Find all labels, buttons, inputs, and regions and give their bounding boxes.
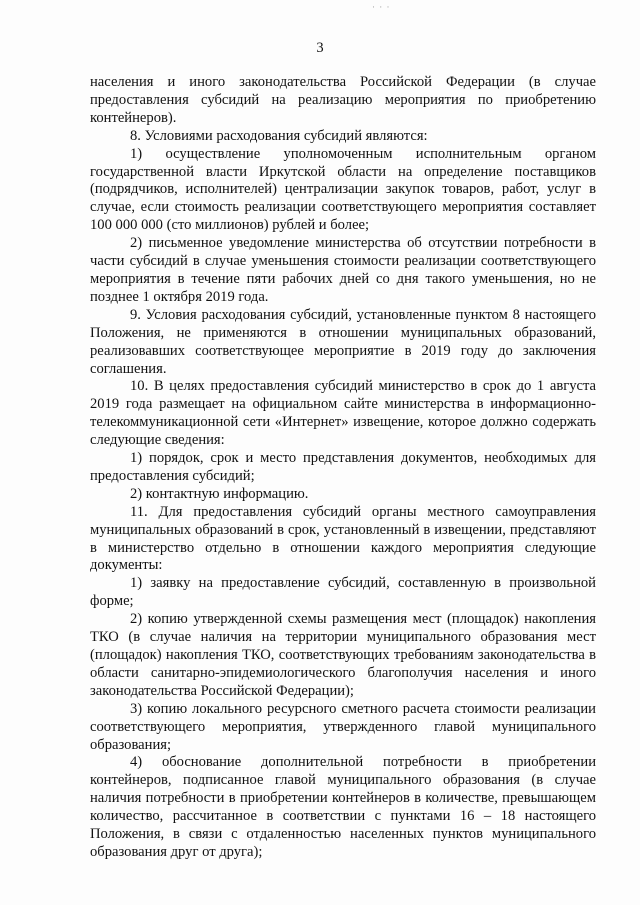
paragraph-item-8-2: 2) письменное уведомление министерства об отсутствии потребности в части субсидий в случае уменьшения стоимости реализации соответствующего мероприятия в течение пяти рабочих дней со дня такого уменьшения, но не позднее 1 октября 2019 года. (90, 235, 596, 305)
paragraph-item-8-1: 1) осуществление уполномоченным исполнительным органом государственной власти Иркутской области на определение поставщиков (подрядчиков, исполнителей) централизации закупок товаров, работ, услуг в случае, если стоимость реализации соответствующего мероприятия составляет 100 000 000 (сто миллионов) рублей и более; (90, 145, 596, 234)
paragraph-item-10-2: 2) контактную информацию. (130, 485, 309, 502)
paragraph-item-9: 9. Условия расходования субсидий, установленные пунктом 8 настоящего Положения, не применяются в отношении муниципальных образований, реализовавших соответствующее мероприятие в 2019 году до заключения соглашения. (90, 306, 596, 377)
paragraph-item-10-1: 1) порядок, срок и место представления документов, необходимых для предоставления субсидий; (90, 450, 596, 484)
paragraph-item-10: 10. В целях предоставления субсидий министерство в срок до 1 августа 2019 года размещает на официальном сайте министерства в информационно-телекоммуникационной сети «Интернет» извещение, которое должно содержать следующие сведения: (90, 378, 596, 449)
page-number: 3 (316, 40, 324, 56)
paragraph-item-11-3: 3) копию локального ресурсного сметного расчета стоимости реализации соответствующего мероприятия, утвержденного главой муниципального образования; (90, 700, 596, 753)
paragraph-item-8: 8. Условиями расходования субсидий являются: (130, 127, 428, 144)
document-body (90, 74, 596, 862)
paragraph-item-11: 11. Для предоставления субсидий органы местного самоуправления муниципальных образований в срок, установленный в извещении, представляют в министерство отдельно в отношении каждого мероприятия следующие документы: (90, 503, 596, 574)
scan-mark: · · · (372, 2, 391, 12)
paragraph-item-11-2: 2) копию утвержденной схемы размещения мест (площадок) накопления ТКО (в случае наличия на территории муниципального образования мест (площадок) накопления ТКО, соответствующих требованиям законодательства в области санитарно-эпидемиологического благополучия населения и иного законодательства Российской Федерации); (90, 611, 596, 699)
paragraph-item-11-4: 4) обоснование дополнительной потребности в приобретении контейнеров, подписанное главой муниципального образования (в случае наличия потребности в приобретении контейнеров в количестве, превышающем количество, рассчитанное в соответствии с пунктами 16 – 18 настоящего Положения, в связи с отдаленностью населенных пунктов муниципального образования друг от друга); (90, 754, 596, 860)
paragraph-item-11-1: 1) заявку на предоставление субсидий, составленную в произвольной форме; (90, 575, 596, 610)
paragraph-continuation: населения и иного законодательства Российской Федерации (в случае предоставления субсидий на реализацию мероприятия по приобретению контейнеров). (90, 74, 596, 126)
